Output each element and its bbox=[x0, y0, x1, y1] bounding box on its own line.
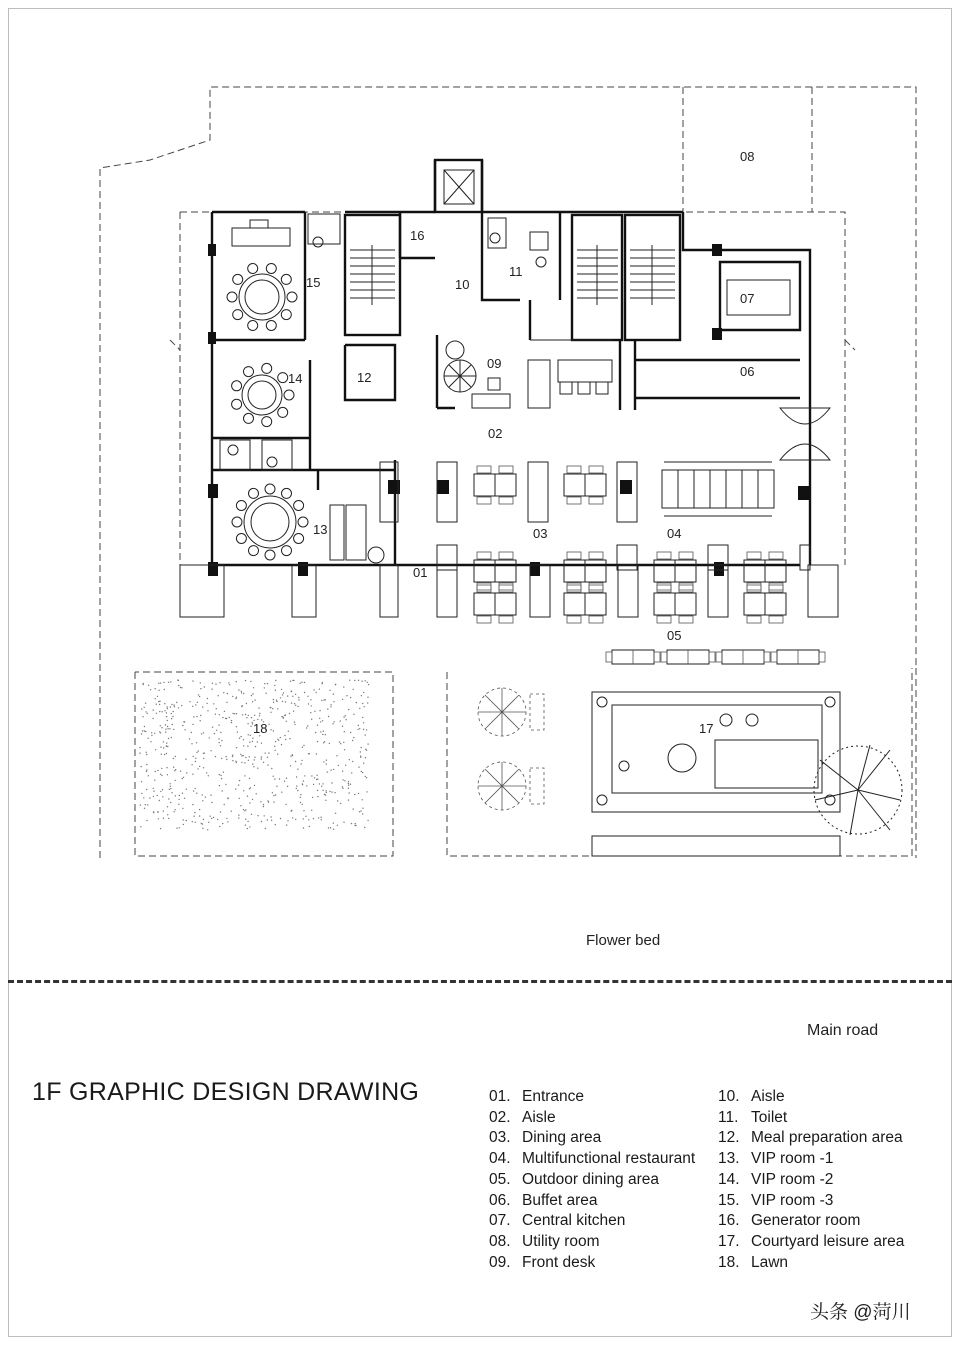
legend-item: 05. Outdoor dining area bbox=[489, 1170, 660, 1188]
room-label-17: 17 bbox=[699, 721, 714, 736]
chair bbox=[232, 517, 242, 527]
legend-item: 01. Entrance bbox=[489, 1088, 585, 1105]
dining-table bbox=[564, 466, 606, 504]
banquet-table bbox=[662, 462, 774, 516]
garden-umbrellas bbox=[478, 688, 544, 810]
flower-bed-label: Flower bed bbox=[586, 932, 661, 949]
legend-item: 03. Dining area bbox=[489, 1129, 602, 1147]
elevator-shaft bbox=[435, 160, 482, 212]
chair bbox=[266, 264, 276, 274]
outdoor-table bbox=[716, 650, 770, 664]
dining-table bbox=[474, 552, 516, 590]
chair bbox=[284, 390, 294, 400]
room-label-02: 02 bbox=[488, 426, 503, 441]
dining-table bbox=[744, 552, 786, 590]
legend-item: 10. Aisle bbox=[718, 1088, 785, 1105]
room-label-08: 08 bbox=[740, 149, 755, 164]
legend-item: 16. Generator room bbox=[718, 1212, 861, 1230]
outdoor-table bbox=[771, 650, 825, 664]
legend-item: 08. Utility room bbox=[489, 1232, 600, 1250]
lawn-texture bbox=[139, 679, 369, 830]
tree bbox=[814, 745, 902, 835]
chair bbox=[227, 292, 237, 302]
chair bbox=[266, 321, 276, 331]
room-label-13: 13 bbox=[313, 522, 328, 537]
dining-table bbox=[744, 585, 786, 623]
chair bbox=[249, 488, 259, 498]
room-label-10: 10 bbox=[455, 277, 470, 292]
legend-item: 13. VIP room -1 bbox=[718, 1150, 834, 1168]
outdoor-tables bbox=[606, 650, 825, 664]
chair bbox=[294, 534, 304, 544]
legend-item: 06. Buffet area bbox=[489, 1191, 598, 1209]
vip-chairs bbox=[227, 264, 308, 561]
chair bbox=[244, 413, 254, 423]
legend-item: 18. Lawn bbox=[718, 1253, 789, 1271]
chair bbox=[282, 546, 292, 556]
room-label-09: 09 bbox=[487, 356, 502, 371]
site-boundary bbox=[100, 87, 916, 858]
legend-item: 11. Toilet bbox=[718, 1108, 788, 1126]
indoor-plant bbox=[444, 341, 476, 392]
watermark: 头条 @菏川 bbox=[810, 1302, 911, 1323]
chair bbox=[281, 274, 291, 284]
room-label-12: 12 bbox=[357, 370, 372, 385]
front-desk bbox=[472, 340, 612, 408]
dining-table bbox=[564, 552, 606, 590]
room-label-15: 15 bbox=[306, 275, 321, 290]
chair bbox=[244, 367, 254, 377]
room-label-07: 07 bbox=[740, 291, 755, 306]
chair bbox=[232, 399, 242, 409]
section-divider bbox=[8, 980, 952, 983]
chair bbox=[248, 321, 258, 331]
room-label-16: 16 bbox=[410, 228, 425, 243]
legend-left bbox=[489, 1087, 695, 1273]
chair bbox=[281, 310, 291, 320]
dining-table bbox=[474, 585, 516, 623]
east-door bbox=[780, 408, 830, 460]
chair bbox=[298, 517, 308, 527]
room-label-01: 01 bbox=[413, 565, 428, 580]
chair bbox=[282, 488, 292, 498]
chair bbox=[294, 501, 304, 511]
outdoor-table bbox=[661, 650, 715, 664]
chair bbox=[265, 550, 275, 560]
chair bbox=[236, 534, 246, 544]
room-label-14: 14 bbox=[288, 371, 303, 386]
room-label-03: 03 bbox=[533, 526, 548, 541]
exterior-piers bbox=[180, 462, 838, 617]
drawing-title: 1F GRAPHIC DESIGN DRAWING bbox=[32, 1078, 420, 1106]
chair bbox=[262, 417, 272, 427]
chair bbox=[248, 264, 258, 274]
chair bbox=[233, 274, 243, 284]
legend-item: 09. Front desk bbox=[489, 1253, 596, 1271]
legend-right bbox=[718, 1087, 904, 1273]
room-label-18: 18 bbox=[253, 721, 268, 736]
legend-item: 14. VIP room -2 bbox=[718, 1170, 834, 1188]
chair bbox=[278, 373, 288, 383]
outdoor-table bbox=[606, 650, 660, 664]
dining-table bbox=[654, 552, 696, 590]
dining-table bbox=[474, 466, 516, 504]
room-label-06: 06 bbox=[740, 364, 755, 379]
chair bbox=[233, 310, 243, 320]
chair bbox=[287, 292, 297, 302]
legend-item: 07. Central kitchen bbox=[489, 1212, 626, 1230]
dining-table bbox=[564, 585, 606, 623]
chair bbox=[232, 381, 242, 391]
chair bbox=[236, 501, 246, 511]
main-road-label: Main road bbox=[807, 1022, 879, 1039]
chair bbox=[278, 407, 288, 417]
courtyard-structure bbox=[592, 692, 840, 856]
room-label-04: 04 bbox=[667, 526, 682, 541]
legend-item: 04. Multifunctional restaurant bbox=[489, 1150, 696, 1168]
chair bbox=[262, 363, 272, 373]
room-label-05: 05 bbox=[667, 628, 682, 643]
legend-item: 17. Courtyard leisure area bbox=[718, 1232, 905, 1250]
legend-item: 15. VIP room -3 bbox=[718, 1191, 834, 1209]
vip-round-tables bbox=[232, 220, 384, 563]
room-label-11: 11 bbox=[509, 264, 523, 279]
chair bbox=[249, 546, 259, 556]
chair bbox=[265, 484, 275, 494]
legend-item: 02. Aisle bbox=[489, 1108, 556, 1126]
legend-item: 12. Meal preparation area bbox=[718, 1129, 903, 1147]
interior-walls bbox=[310, 212, 800, 565]
dining-table bbox=[654, 585, 696, 623]
